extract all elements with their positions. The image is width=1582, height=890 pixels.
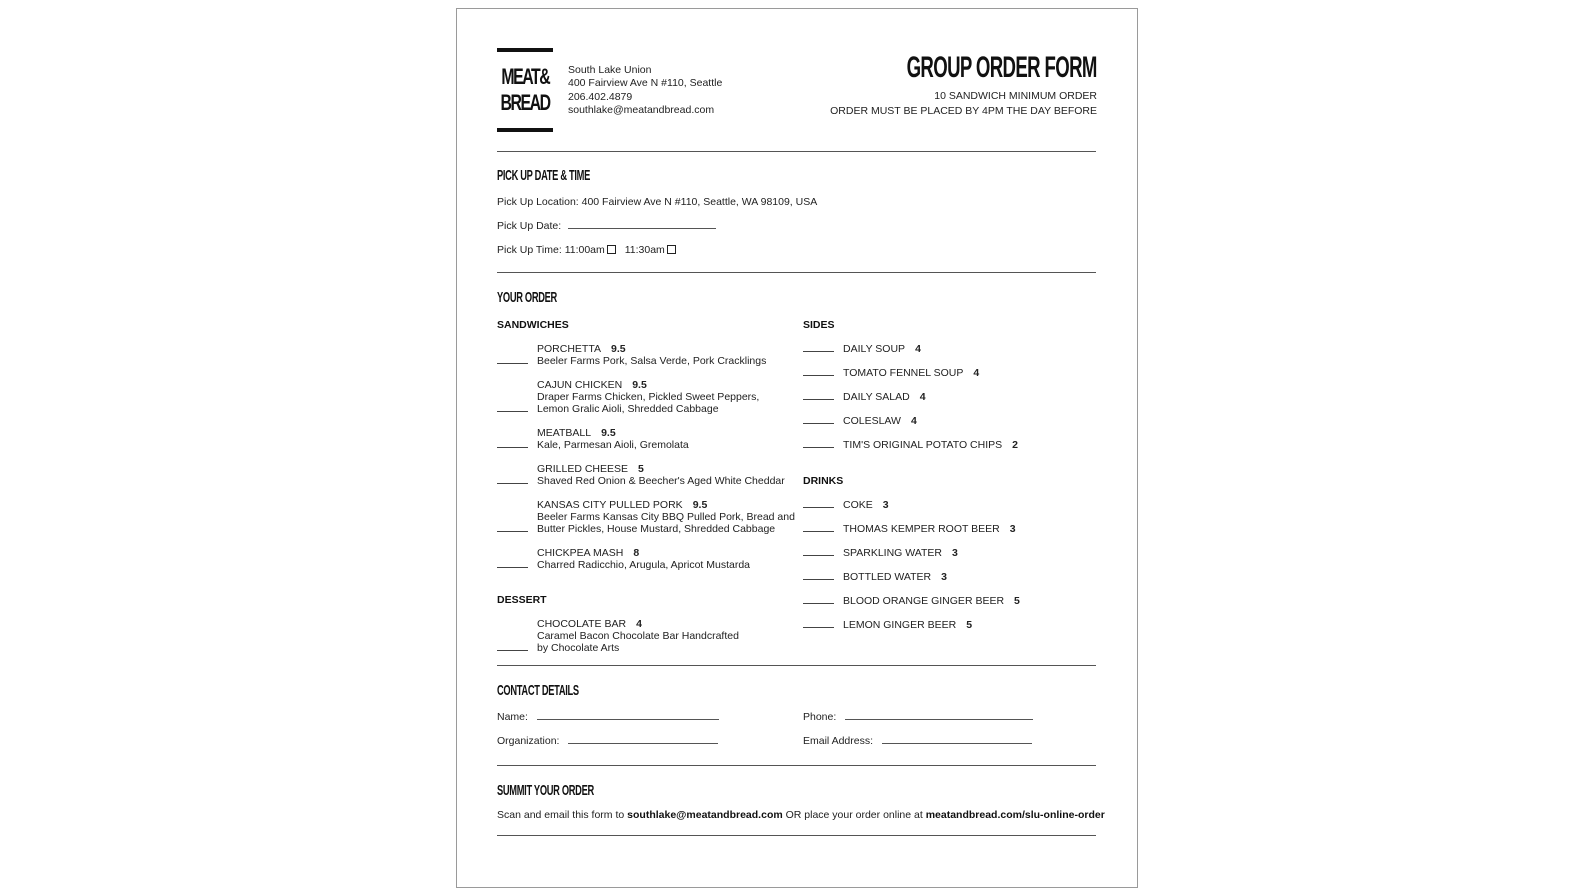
dessert-heading: DESSERT: [497, 594, 547, 606]
item-name: KANSAS CITY PULLED PORK: [537, 499, 683, 511]
order-form-page: [456, 8, 1138, 888]
item-name: BLOOD ORANGE GINGER BEER: [843, 595, 1005, 607]
name-row: [497, 711, 719, 723]
your-order-heading: YOUR ORDER: [497, 289, 557, 306]
quantity-field[interactable]: [497, 650, 528, 651]
quantity-field[interactable]: [497, 447, 528, 448]
sandwiches-heading: SANDWICHES: [497, 319, 569, 331]
item-description: Butter Pickles, House Mustard, Shredded Cabbage: [537, 523, 776, 535]
item-price: 5: [638, 463, 644, 475]
pickup-location: Pick Up Location: 400 Fairview Ave N #110, Seattle, WA 98109, USA: [497, 196, 818, 208]
pickup-time-label: Pick Up Time:: [497, 244, 562, 256]
name-label: Name:: [497, 711, 528, 723]
phone-field[interactable]: [845, 719, 1033, 720]
time-1130-checkbox[interactable]: [667, 245, 676, 254]
item-name: COLESLAW: [843, 415, 901, 427]
item-price: 3: [952, 547, 958, 559]
item-price: 4: [636, 618, 642, 630]
name-field[interactable]: [537, 719, 719, 720]
phone-label: Phone:: [803, 711, 837, 723]
sides-heading: SIDES: [803, 319, 835, 331]
item-name: TIM'S ORIGINAL POTATO CHIPS: [843, 439, 1003, 451]
item-name: BOTTLED WATER: [843, 571, 932, 583]
quantity-field[interactable]: [803, 375, 834, 376]
item-name: DAILY SOUP: [843, 343, 906, 355]
item-name: MEATBALL: [537, 427, 592, 439]
item-price: 3: [1009, 523, 1016, 535]
item-description: Kale, Parmesan Aioli, Gremolata: [537, 439, 689, 451]
quantity-field[interactable]: [497, 567, 528, 568]
min-order-note: 10 SANDWICH MINIMUM ORDER: [934, 90, 1097, 102]
online-order-link[interactable]: meatandbread.com/slu-online-order: [925, 809, 1105, 821]
organization-row: [497, 735, 718, 747]
logo-line-1: MEAT&: [501, 64, 549, 89]
time-option-1130: 11:30am: [624, 244, 665, 256]
contact-details-heading: CONTACT DETAILS: [497, 682, 579, 699]
phone-row: [803, 711, 1033, 723]
item-description: Draper Farms Chicken, Pickled Sweet Peppers,: [537, 391, 760, 403]
store-address: 400 Fairview Ave N #110, Seattle: [568, 77, 723, 90]
item-price: 2: [1012, 439, 1018, 451]
quantity-field[interactable]: [497, 363, 528, 364]
time-option-1100: 11:00am: [564, 244, 605, 256]
quantity-field[interactable]: [803, 351, 834, 352]
pickup-heading: PICK UP DATE & TIME: [497, 167, 590, 184]
quantity-field[interactable]: [803, 555, 834, 556]
item-name: SPARKLING WATER: [843, 547, 942, 559]
quantity-field[interactable]: [803, 447, 834, 448]
item-price: 3: [941, 571, 947, 583]
deadline-note: ORDER MUST BE PLACED BY 4PM THE DAY BEFORE: [830, 104, 1097, 117]
divider: [497, 151, 1096, 152]
item-price: 9.5: [610, 343, 626, 355]
item-description: Charred Radicchio, Arugula, Apricot Mustarda: [537, 559, 751, 571]
item-description: Caramel Bacon Chocolate Bar Handcrafted: [537, 630, 739, 642]
meat-and-bread-logo: [497, 48, 553, 132]
item-price: 3: [882, 499, 889, 511]
item-price: 4: [919, 391, 926, 403]
quantity-field[interactable]: [497, 531, 528, 532]
organization-label: Organization:: [497, 735, 560, 747]
item-price: 9.5: [632, 379, 647, 391]
pickup-time-row: [497, 244, 676, 256]
form-title: GROUP ORDER FORM: [906, 51, 1097, 84]
email-row: [803, 735, 1032, 747]
item-name: CAJUN CHICKEN: [537, 379, 623, 391]
submit-order-heading: SUMMIT YOUR ORDER: [497, 782, 594, 799]
submit-text-2: OR place your order online at: [782, 809, 926, 821]
divider: [497, 765, 1096, 766]
pickup-date-label: Pick Up Date:: [497, 220, 562, 232]
order-requirements: [830, 89, 1097, 118]
submit-email-link[interactable]: southlake@meatandbread.com: [627, 809, 783, 821]
item-name: THOMAS KEMPER ROOT BEER: [843, 523, 1000, 535]
quantity-field[interactable]: [497, 483, 528, 484]
store-phone: 206.402.4879: [568, 90, 633, 103]
location-name: South Lake Union: [568, 64, 652, 76]
quantity-field[interactable]: [803, 507, 834, 508]
quantity-field[interactable]: [803, 423, 834, 424]
drinks-heading: DRINKS: [803, 475, 844, 487]
item-price: 5: [1014, 595, 1020, 607]
item-name: TOMATO FENNEL SOUP: [843, 367, 964, 379]
item-name: PORCHETTA: [537, 343, 601, 355]
divider: [497, 665, 1096, 666]
email-label: Email Address:: [803, 735, 874, 747]
item-description: Beeler Farms Pork, Salsa Verde, Pork Cracklings: [537, 355, 767, 367]
item-price: 4: [973, 367, 980, 379]
submit-text-1: Scan and email this form to: [497, 809, 628, 821]
item-price: 5: [966, 619, 973, 631]
logo-line-2: BREAD: [500, 90, 550, 115]
organization-field[interactable]: [568, 743, 718, 744]
item-description: Beeler Farms Kansas City BBQ Pulled Pork, Bread and: [537, 511, 795, 523]
item-price: 9.5: [692, 499, 708, 511]
quantity-field[interactable]: [803, 579, 834, 580]
pickup-date-row: [497, 220, 716, 232]
item-price: 4: [910, 415, 917, 427]
quantity-field[interactable]: [803, 603, 834, 604]
item-name: CHOCOLATE BAR: [537, 618, 627, 630]
item-name: GRILLED CHEESE: [537, 463, 629, 475]
submit-instructions: [497, 809, 1105, 821]
item-description: by Chocolate Arts: [537, 642, 620, 654]
item-name: COKE: [843, 499, 873, 511]
time-1100-checkbox[interactable]: [607, 245, 616, 254]
quantity-field[interactable]: [497, 411, 528, 412]
item-name: LEMON GINGER BEER: [843, 619, 957, 631]
email-field[interactable]: [882, 743, 1032, 744]
divider: [497, 835, 1096, 836]
item-price: 8: [633, 547, 640, 559]
store-contact-block: [568, 64, 722, 117]
item-name: CHICKPEA MASH: [537, 547, 624, 559]
quantity-field[interactable]: [803, 399, 834, 400]
item-description: Lemon Gralic Aioli, Shredded Cabbage: [537, 403, 719, 415]
item-price: 9.5: [601, 427, 616, 439]
item-description: Shaved Red Onion & Beecher's Aged White Cheddar: [537, 475, 785, 487]
item-price: 4: [915, 343, 921, 355]
item-name: DAILY SALAD: [843, 391, 910, 403]
pickup-date-field[interactable]: [568, 228, 716, 229]
quantity-field[interactable]: [803, 627, 834, 628]
store-email: southlake@meatandbread.com: [568, 103, 715, 116]
divider: [497, 272, 1096, 273]
quantity-field[interactable]: [803, 531, 834, 532]
